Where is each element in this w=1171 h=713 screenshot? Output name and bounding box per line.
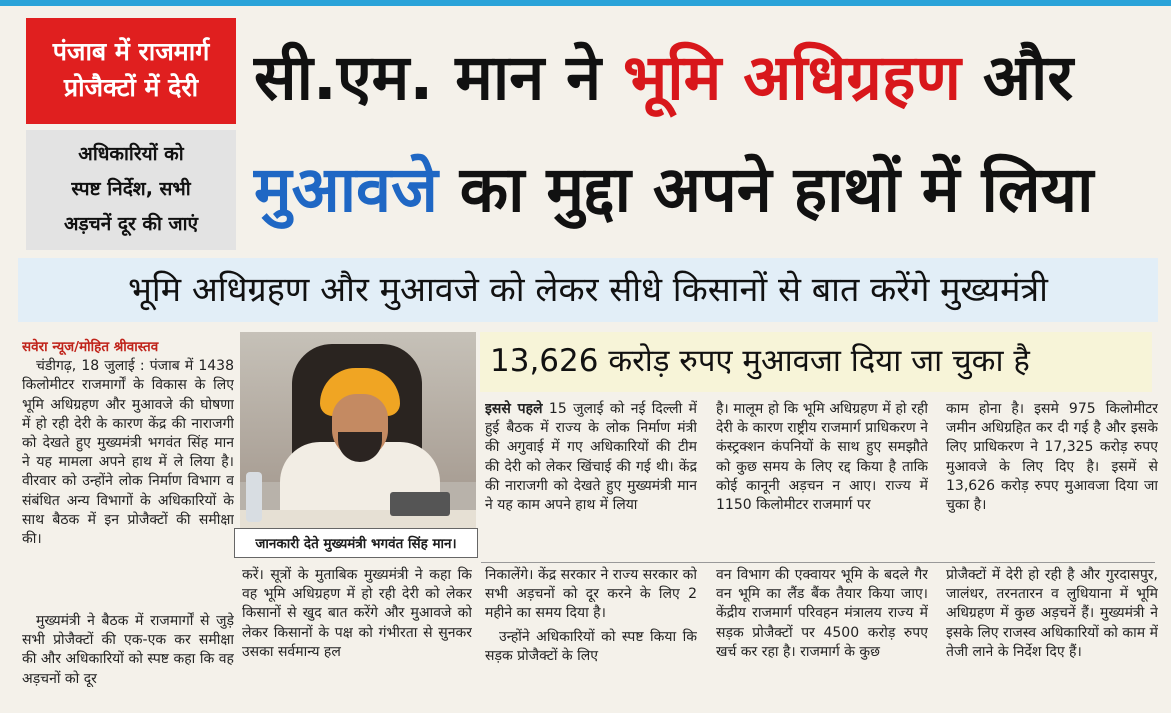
- top-rule: [0, 0, 1171, 6]
- side-kicker-box: [22, 18, 238, 250]
- main-headline: [250, 34, 1155, 254]
- column-1-bottom: मुख्यमंत्री ने बैठक में राजमार्गों से जुड़े सभी प्रोजैक्टों की एक-एक कर समीक्षा की और अधिकारियों को स्पष्ट कहा कि वह अड़चनों को दूर: [22, 613, 234, 687]
- headline-highlight-blue: मुआवजे: [254, 153, 438, 226]
- paragraph: 15 जुलाई को नई दिल्ली में हुई बैठक में राज्य के लोक निर्माण मंत्री की अगुवाई में गए अधिकारियों की टीम की देरी को लेकर खिंचाई की गई थी। केंद्र की नाराजगी को देखते हुए मुख्यमंत्री मान ने यह काम अपने हाथ में लिया: [485, 401, 697, 514]
- box-column-3: काम होना है। इसमे 975 किलोमीटर जमीन अधिग्रहित कर दी गई है और इसके लिए प्राधिकरण ने 17,325 करोड़ रुपए मुआवजे के लिए दिए है। इसमें से 13,626 करोड़ रुपए मुआवजा दिया जा चुका है।: [946, 401, 1158, 514]
- paragraph: निकालेंगे। केंद्र सरकार ने राज्य सरकार को सभी अड़चनों को दूर करने के लिए 2 महीने का समय दिया है।: [485, 567, 697, 622]
- photo-caption: जानकारी देते मुख्यमंत्री भगवंत सिंह मान।: [234, 528, 478, 558]
- headline-text: और: [960, 41, 1074, 114]
- paragraph: उन्होंने अधिकारियों को स्पष्ट किया कि सड़क प्रोजैक्टों के लिए: [485, 628, 697, 664]
- lead-words: इससे पहले: [485, 401, 543, 417]
- headline-text: सी.एम. मान ने: [254, 41, 624, 114]
- column-5-bottom: प्रोजैक्टों में देरी हो रही है और गुरदासपुर, जालंधर, तरनतारन व लुधियाना में भूमि अधिग्रहण में कुछ अड़चनें हैं। मुख्यमंत्री ने इसके लिए राजस्व अधिकारियों को काम में तेजी लाने के निर्देश दिए हैं।: [946, 567, 1158, 660]
- column-2-bottom: करें। सूत्रों के मुताबिक मुख्यमंत्री ने कहा कि वह भूमि अधिग्रहण में हो रही देरी को लेकर किसानों से खुद बात करेंगे और मुआवजे को लेकर किसानों के पक्ष को गंभीरता से सुनकर उसका सर्वमान्य हल: [242, 567, 472, 660]
- kicker-red: [26, 18, 236, 124]
- kicker-sub-line: अधिकारियों को: [78, 143, 184, 165]
- kicker-sub-line: स्पष्ट निर्देश, सभी: [71, 178, 191, 200]
- kicker-sub-line: अड़चनें दूर की जाएं: [63, 213, 199, 235]
- headline-highlight-red: भूमि अधिग्रहण: [623, 41, 961, 114]
- box-column-2: है। मालूम हो कि भूमि अधिग्रहण में हो रही देरी के कारण राष्ट्रीय राजमार्ग प्राधिकरण ने कंस्ट्रक्शन कंपनियों के साथ हुए समझौते को कुछ समय के लिए रद्द किया है ताकि कोई कानूनी अड़चन न आए। राज्य में 1150 किलोमीटर राजमार्ग पर: [716, 401, 928, 514]
- byline: सवेरा न्यूज/मोहित श्रीवास्तव: [22, 339, 159, 355]
- kicker-line: पंजाब में राजमार्ग: [52, 37, 210, 66]
- photo-chief-minister: [240, 332, 476, 554]
- box-bottom-rule: [481, 562, 1155, 563]
- kicker-line: प्रोजैक्टों में देरी: [63, 73, 199, 102]
- sub-headline: भूमि अधिग्रहण और मुआवजे को लेकर सीधे किसानों से बात करेंगे मुख्यमंत्री: [18, 258, 1158, 322]
- kicker-sub: [26, 130, 236, 250]
- column-1-top: [22, 338, 234, 600]
- column-3-bottom: [485, 566, 697, 708]
- column-4-bottom: वन विभाग की एक्वायर भूमि के बदले गैर वन भूमि का लैंड बैंक तैयार किया जाए। केंद्रीय राजमार्ग परिवहन मंत्रालय राज्य में सड़क प्रोजैक्टों पर 4500 करोड़ रुपए खर्च कर रहा है। राजमार्ग के कुछ: [716, 567, 928, 660]
- headline-line-1: [254, 34, 1073, 122]
- headline-text: का मुद्दा अपने हाथों में लिया: [437, 153, 1094, 226]
- headline-line-2: [254, 146, 1093, 234]
- box-headline: 13,626 करोड़ रुपए मुआवजा दिया जा चुका है: [480, 332, 1152, 392]
- box-column-1: [485, 400, 697, 560]
- paragraph: चंडीगढ़, 18 जुलाई : पंजाब में 1438 किलोमीटर राजमार्गों के विकास के लिए भूमि अधिग्रहण और मुआवजे की घोषणा में हो रही देरी के कारण केंद्र की नाराजगी को देखते हुए मुख्यमंत्री भगवंत सिंह मान ने यह मामला अपने हाथ में ले लिया है। वीरवार को उन्होंने लोक निर्माण विभाग व संबंधित अन्य विभागों के अधिकारियों के साथ बैठक में इन प्रोजैक्टों की समीक्षा की।: [22, 358, 234, 548]
